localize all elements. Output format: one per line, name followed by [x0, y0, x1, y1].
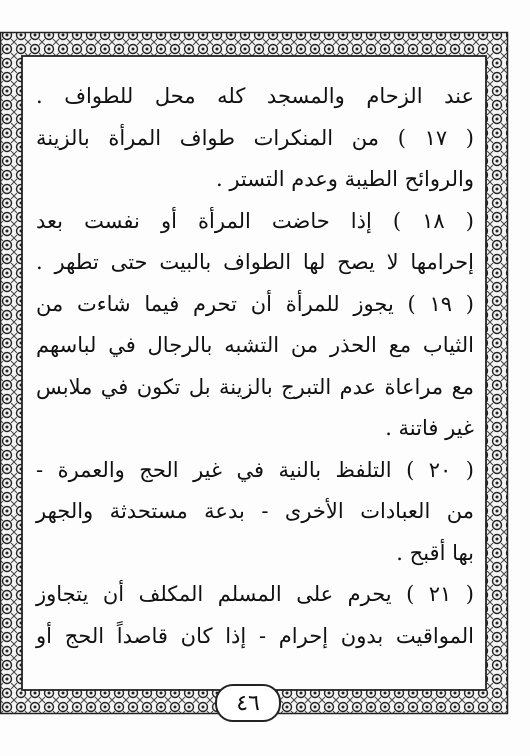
text-line-8: مع مراعاة عدم التبرج بالزينة بل تكون في ملابس	[36, 374, 474, 399]
text-line-9: غير فاتنة .	[385, 416, 474, 440]
text-line-12: بها أقبح .	[396, 540, 474, 565]
text-line-2: ( ١٧ ) من المنكرات طواف المرأة بالزينة	[36, 125, 474, 150]
text-line-3: والروائح الطيبة وعدم التستر .	[215, 167, 474, 191]
text-line-13: ( ٢١ ) يحرم على المسلم المكلف أن يتجاوز	[36, 582, 474, 606]
text-line-14: المواقيت بدون إحرام - إذا كان قاصداً الحج أو	[36, 623, 474, 648]
text-line-10: ( ٢٠ ) التلفظ بالنية في غير الحج والعمرة -	[36, 457, 474, 482]
page-text	[36, 76, 474, 657]
text-line-6: ( ١٩ ) يجوز للمرأة أن تحرم فيما شاءت من	[36, 291, 475, 316]
text-line-1: عند الزحام والمسجد كله محل للطواف .	[36, 84, 474, 108]
text-line-5: إحرامها لا يصح لها الطواف بالبيت حتى تطهر .	[36, 250, 474, 274]
text-line-7: الثياب مع الحذر من التشبه بالرجال في لباسهم	[36, 333, 474, 357]
text-line-4: ( ١٨ ) إذا حاضت المرأة أو نفست بعد	[36, 208, 474, 233]
text-line-11: من العبادات الأخرى - بدعة مستحدثة والجهر	[36, 499, 474, 523]
page-number: ٤٦	[215, 684, 281, 722]
